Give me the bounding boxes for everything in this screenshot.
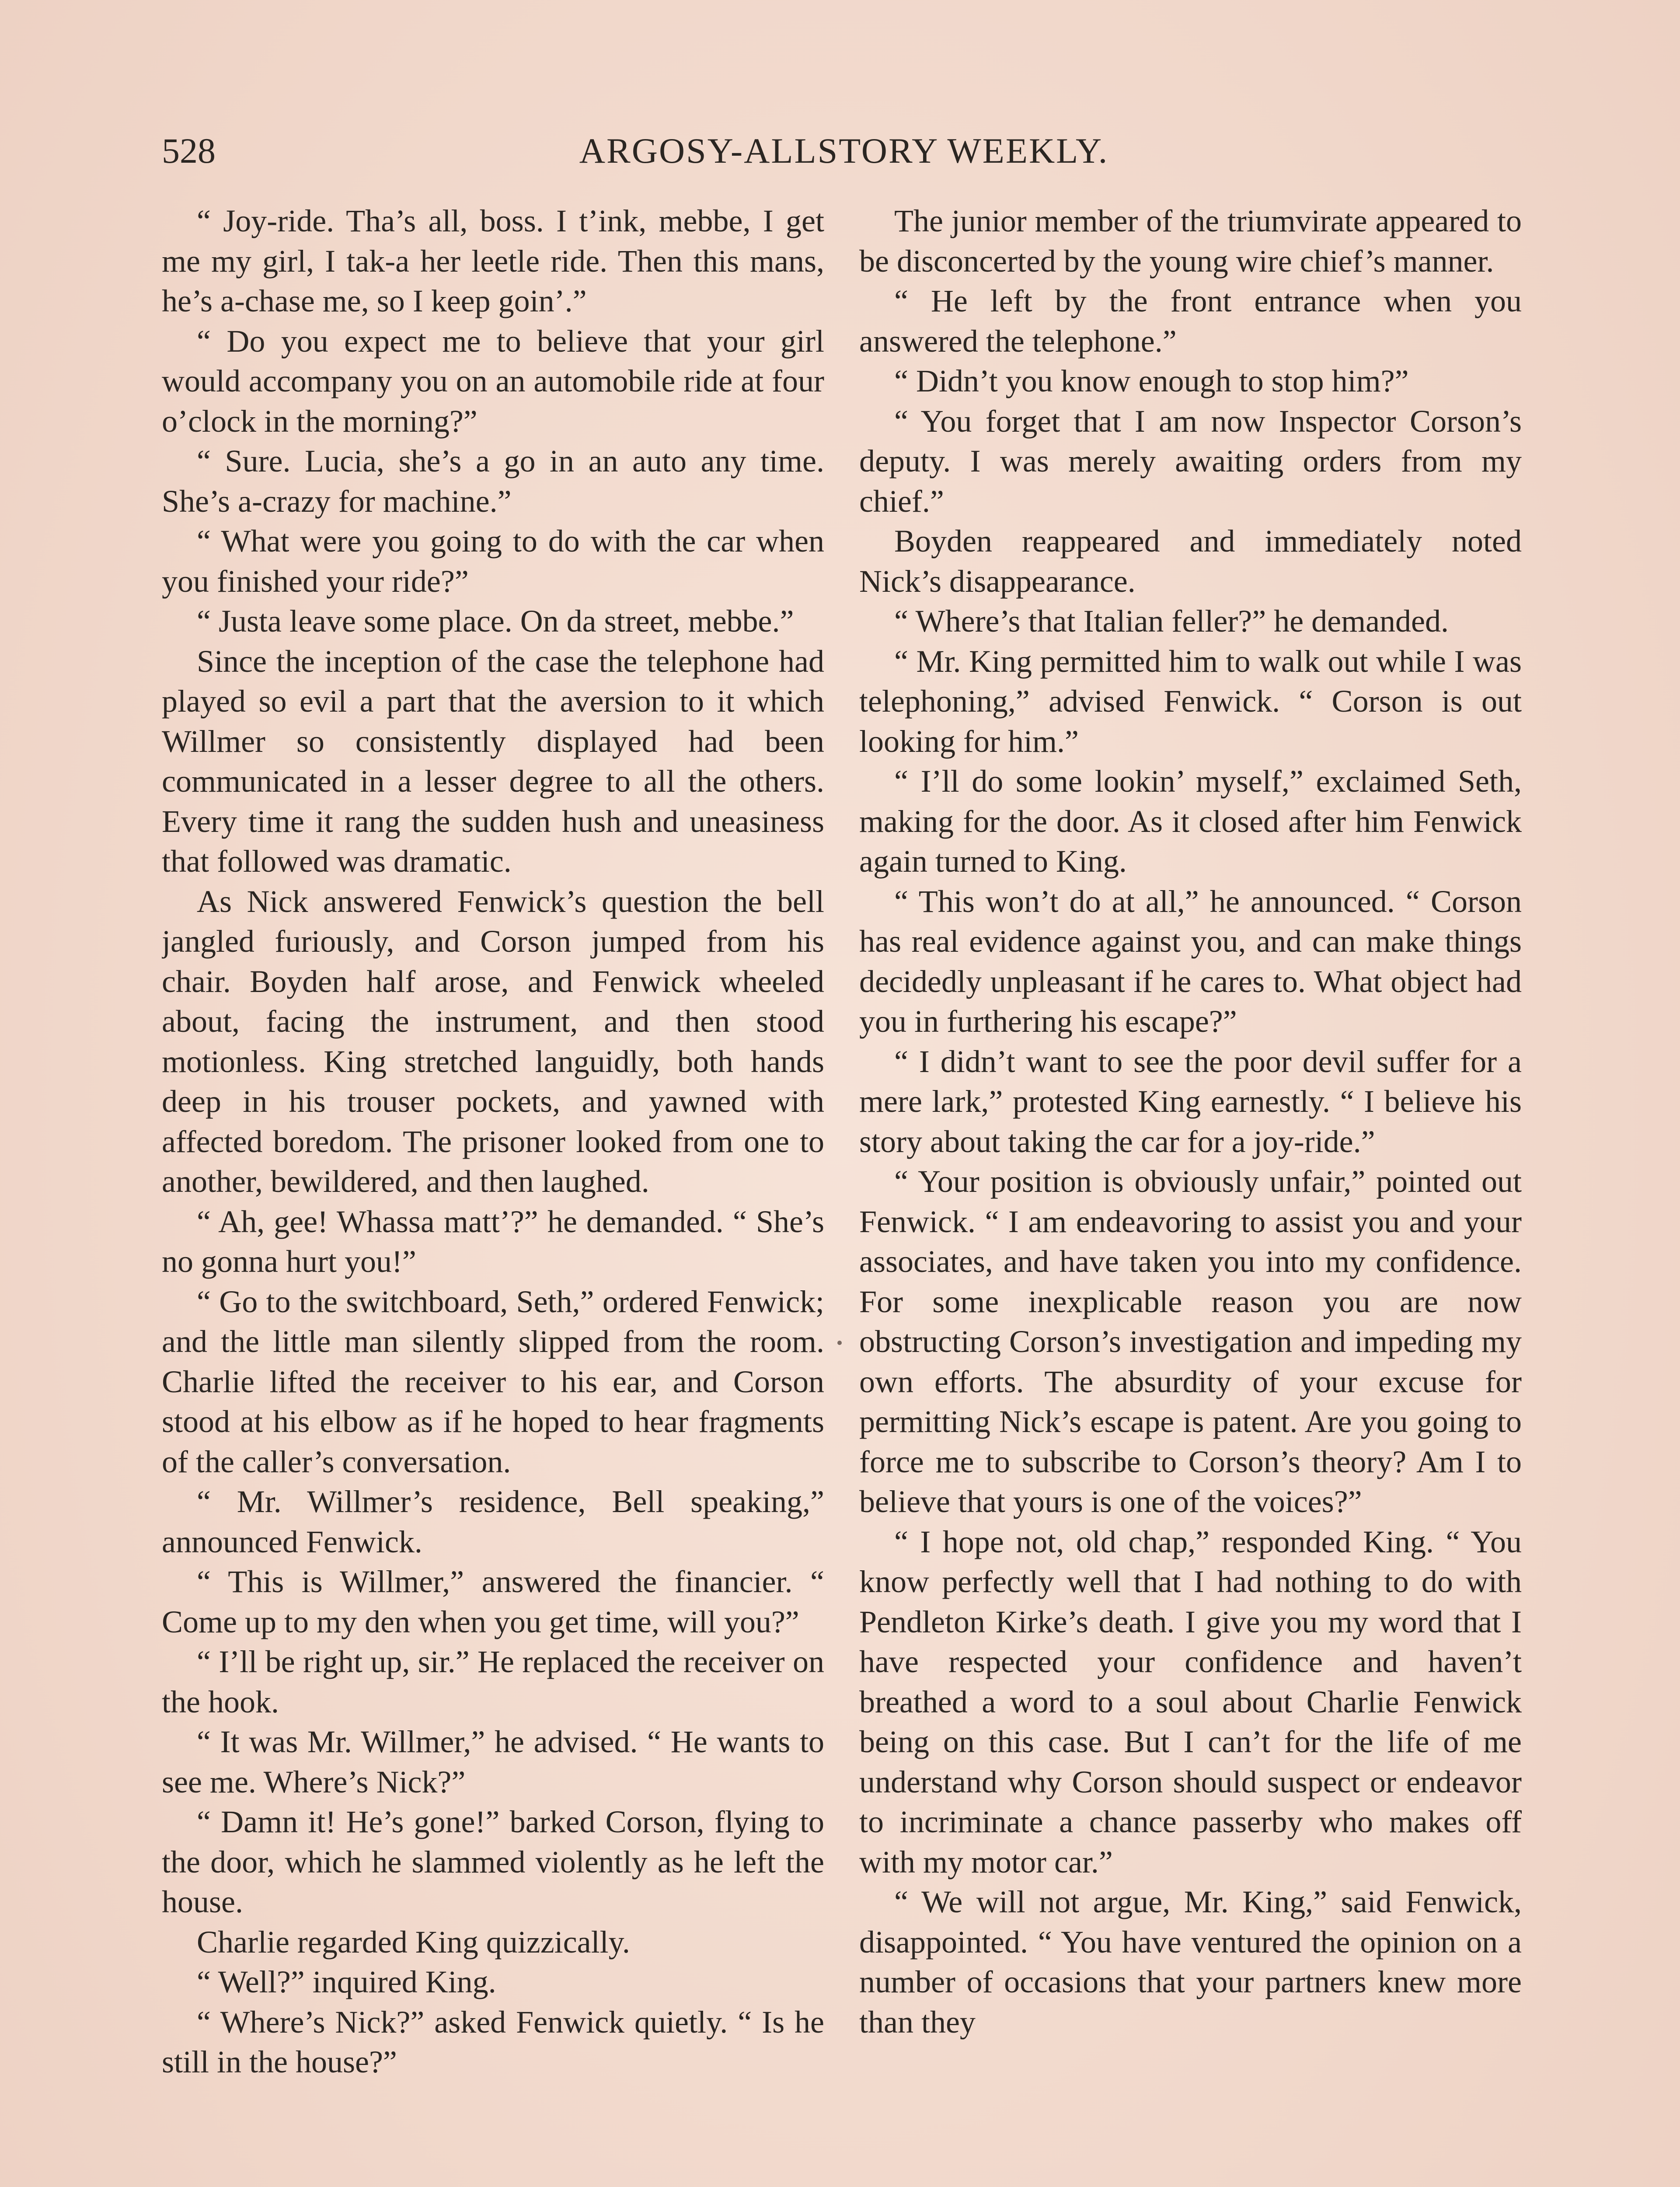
paragraph: “ I’ll do some lookin’ myself,” exclaimed Seth, making for the door. As it closed after him Fenwick again turned to King.	[859, 764, 1522, 879]
paragraph: “ This won’t do at all,” he announced. “ Corson has real evidence against you, and can make things decidedly unpleasant if he cares to. What object had you in furthering his escape?”	[859, 884, 1522, 1039]
ink-speck	[837, 1341, 842, 1345]
paragraph: “ We will not argue, Mr. King,” said Fenwick, disappointed. “ You have ventured the opinion on a number of occasions that your partners knew more than they	[859, 1884, 1522, 2040]
paragraph: “ Where’s that Italian feller?” he demanded.	[894, 604, 1449, 639]
paragraph: “ Your position is obviously unfair,” pointed out Fenwick. “ I am endeavoring to assist you and your associates, and have taken you into my confidence. For some inexplicable reason you are now obstructing Corson’s investigation and impeding my own efforts. The absurdity of your excuse for permitting Nick’s escape is patent. Are you going to force me to subscribe to Corson’s theory? Am I to believe that yours is one of the voices?”	[859, 1164, 1522, 1519]
text-column-right	[859, 201, 1522, 2187]
paragraph: “ I didn’t want to see the poor devil suffer for a mere lark,” protested King earnestly. “ I believe his story about taking the car for a joy-ride.”	[859, 1044, 1522, 1159]
paragraph: “ Go to the switchboard, Seth,” ordered Fenwick; and the little man silently slipped from the room. Charlie lifted the receiver to his ear, and Corson stood at his elbow as if he hoped to hear fragments of the caller’s conversation.	[162, 1284, 824, 1479]
paragraph: “ What were you going to do with the car when you finished your ride?”	[162, 524, 824, 599]
paragraph: “ Mr. Willmer’s residence, Bell speaking,” announced Fenwick.	[162, 1484, 824, 1559]
paragraph: “ It was Mr. Willmer,” he advised. “ He wants to see me. Where’s Nick?”	[162, 1724, 824, 1799]
paragraph: “ I’ll be right up, sir.” He replaced the receiver on the hook.	[162, 1644, 824, 1719]
paragraph: The junior member of the triumvirate appeared to be disconcerted by the young wire chief’s manner.	[859, 203, 1522, 279]
paragraph: “ Sure. Lucia, she’s a go in an auto any time. She’s a-crazy for machine.”	[162, 444, 824, 519]
text-column-left	[162, 201, 824, 2187]
paragraph: “ Didn’t you know enough to stop him?”	[894, 363, 1409, 398]
paragraph: “ You forget that I am now Inspector Corson’s deputy. I was merely awaiting orders from my chief.”	[859, 403, 1522, 519]
page-header	[162, 127, 1526, 175]
paragraph: Charlie regarded King quizzically.	[197, 1924, 630, 1960]
paragraph: As Nick answered Fenwick’s question the bell jangled furiously, and Corson jumped from his chair. Boyden half arose, and Fenwick wheeled about, facing the instrument, and then stood motionless. King stretched languidly, both hands deep in his trouser pockets, and yawned with affected boredom. The prisoner looked from one to another, bewildered, and then laughed.	[162, 884, 824, 1199]
paragraph: “ Justa leave some place. On da street, mebbe.”	[197, 604, 794, 639]
paragraph: “ Joy-ride. Tha’s all, boss. I t’ink, mebbe, I get me my girl, I tak-a her leetle ride. Then this mans, he’s a-chase me, so I keep goin’.”	[162, 203, 824, 318]
paragraph: “ He left by the front entrance when you answered the telephone.”	[859, 283, 1522, 359]
paragraph: “ This is Willmer,” answered the financier. “ Come up to my den when you get time, will you?”	[162, 1564, 824, 1639]
paragraph: “ Do you expect me to believe that your girl would accompany you on an automobile ride at four o’clock in the morning?”	[162, 323, 824, 439]
paragraph: “ Mr. King permitted him to walk out while I was telephoning,” advised Fenwick. “ Corson is out looking for him.”	[859, 643, 1522, 759]
paragraph: “ Ah, gee! Whassa matt’?” he demanded. “ She’s no gonna hurt you!”	[162, 1204, 824, 1279]
paragraph: “ Well?” inquired King.	[197, 1964, 496, 1999]
paragraph: “ I hope not, old chap,” responded King. “ You know perfectly well that I had nothing to do with Pendleton Kirke’s death. I give you my word that I have respected your confidence and haven’t breathed a word to a soul about Charlie Fenwick being on this case. But I can’t for the life of me understand why Corson should suspect or endeavor to incriminate a chance passerby who makes off with my motor car.”	[859, 1524, 1522, 1880]
running-head: ARGOSY-ALLSTORY WEEKLY.	[579, 131, 1109, 171]
paragraph: Since the inception of the case the telephone had played so evil a part that the aversion to it which Willmer so consistently displayed had been communicated in a lesser degree to all the others. Every time it rang the sudden hush and uneasiness that followed was dramatic.	[162, 643, 824, 879]
paragraph: “ Where’s Nick?” asked Fenwick quietly. “ Is he still in the house?”	[162, 2004, 824, 2079]
paragraph: Boyden reappeared and immediately noted Nick’s disappearance.	[859, 524, 1522, 599]
page-number: 528	[162, 131, 216, 171]
paragraph: “ Damn it! He’s gone!” barked Corson, flying to the door, which he slammed violently as he left the house.	[162, 1804, 824, 1919]
